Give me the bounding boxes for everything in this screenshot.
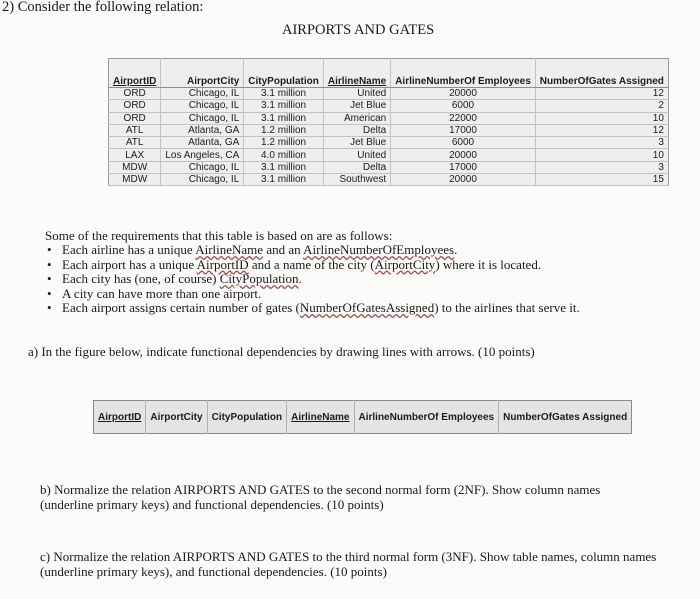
bullet-text: . (298, 271, 302, 287)
fd-col-airline-employees: AirlineNumberOf Employees (354, 401, 499, 434)
table-cell: 3.1 million (244, 161, 324, 173)
table-row (109, 161, 669, 173)
bullet-text: Each airport assigns certain number of gates ( (62, 300, 300, 316)
bullet-text: A city can have more than one airport. (62, 285, 262, 301)
bullet-term: AirportID (196, 256, 249, 272)
table-cell: MDW (109, 174, 161, 186)
col-header-airlinename: AirlineName (323, 59, 390, 88)
fd-col-airlinename: AirlineName (287, 401, 354, 434)
table-cell: 12 (535, 88, 668, 100)
table-cell: Jet Blue (323, 137, 390, 149)
requirements-intro: Some of the requirements that this table is based on are as follows: (45, 228, 393, 243)
fd-col-citypopulation: CityPopulation (207, 401, 287, 434)
part-c-prompt: c) Normalize the relation AIRPORTS AND GATES to the third normal form (3NF). Show table names, column names (underline primary keys), and functional dependencies. (10 points) (40, 549, 657, 579)
bullet-term: AirportCity (374, 256, 436, 272)
table-cell: United (323, 149, 390, 161)
col-header-citypopulation: CityPopulation (244, 59, 324, 88)
bullet-term: CityPopulation (219, 271, 299, 287)
table-cell: Delta (323, 161, 390, 173)
table-cell: 3 (535, 137, 668, 149)
table-cell: United (323, 88, 390, 100)
table-cell: Chicago, IL (161, 100, 244, 112)
table-cell: LAX (109, 149, 161, 161)
bullet-text: . (454, 242, 458, 257)
list-item (44, 301, 684, 316)
table-cell: 12 (535, 124, 668, 136)
table-cell: ORD (109, 112, 161, 124)
table-cell: 3.1 million (244, 174, 324, 186)
col-header-airportcity: AirportCity (161, 59, 244, 88)
col-header-airline-employees: AirlineNumberOf Employees (391, 59, 536, 88)
table-cell: 3.1 million (244, 88, 324, 100)
table-cell: ATL (109, 124, 161, 136)
table-cell: 6000 (391, 137, 536, 149)
bullet-text: and an (263, 242, 304, 257)
table-cell: Chicago, IL (161, 161, 244, 173)
bullet-text: Each airport has a unique (62, 256, 197, 272)
bullet-text: Each airline has a unique (62, 242, 196, 257)
part-b-prompt: b) Normalize the relation AIRPORTS AND GATES to the second normal form (2NF). Show column names (underline primary keys) and functional dependencies. (10 points) (40, 482, 601, 512)
table-cell: 17000 (391, 161, 536, 173)
table-cell: 22000 (391, 112, 536, 124)
fd-col-gates-assigned: NumberOfGates Assigned (499, 401, 632, 434)
bullet-text: Each city has (one, of course) (62, 271, 220, 287)
table-cell: 2 (535, 100, 668, 112)
table-cell: 4.0 million (244, 149, 324, 161)
list-item (44, 243, 684, 258)
table-cell: 15 (535, 174, 668, 186)
list-item (44, 272, 684, 287)
question-heading: 2) Consider the following relation: (2, 0, 204, 15)
table-header-row (109, 59, 669, 88)
airports-gates-table (108, 58, 669, 186)
table-cell: 1.2 million (244, 137, 324, 149)
table-cell: Atlanta, GA (161, 124, 244, 136)
table-cell: Jet Blue (323, 100, 390, 112)
table-cell: Chicago, IL (161, 112, 244, 124)
fd-header-row (94, 401, 632, 434)
table-cell: 3.1 million (244, 112, 324, 124)
table-cell: Chicago, IL (161, 174, 244, 186)
bullet-term: NumberOfGatesAssigned (299, 300, 435, 316)
bullet-term: AirlineName (195, 242, 264, 257)
fd-col-airportid: AirportID (98, 411, 142, 423)
table-cell: 3.1 million (244, 100, 324, 112)
table-cell: 1.2 million (244, 124, 324, 136)
table-cell: Delta (323, 124, 390, 136)
table-cell: 20000 (391, 174, 536, 186)
table-cell: ORD (109, 88, 161, 100)
table-cell: Atlanta, GA (161, 137, 244, 149)
table-cell: 3 (535, 161, 668, 173)
list-item (44, 258, 684, 273)
table-row (109, 137, 669, 149)
table-cell: 17000 (391, 124, 536, 136)
table-cell: Chicago, IL (161, 88, 244, 100)
requirements-list (44, 243, 684, 316)
table-cell: 20000 (391, 88, 536, 100)
list-item (44, 287, 684, 302)
table-row (109, 124, 669, 136)
table-row (109, 112, 669, 124)
table-row (109, 88, 669, 100)
table-cell: American (323, 112, 390, 124)
bullet-text: ) to the airlines that serve it. (434, 300, 580, 316)
table-cell: Los Angeles, CA (161, 149, 244, 161)
table-row (109, 174, 669, 186)
part-a-prompt: a) In the figure below, indicate functional dependencies by drawing lines with arrows. (10 points) (28, 344, 535, 359)
table-cell: Southwest (323, 174, 390, 186)
relation-title: AIRPORTS AND GATES (282, 22, 435, 38)
bullet-text: and a name of the city ( (248, 256, 375, 272)
table-cell: 6000 (391, 100, 536, 112)
table-row (109, 100, 669, 112)
table-cell: ATL (109, 137, 161, 149)
table-cell: 10 (535, 149, 668, 161)
fd-diagram-header (93, 400, 632, 434)
fd-col-airportcity: AirportCity (146, 401, 207, 434)
table-cell: ORD (109, 100, 161, 112)
bullet-text: ) where it is located. (435, 256, 542, 272)
table-cell: MDW (109, 161, 161, 173)
col-header-gates-assigned: NumberOfGates Assigned (535, 59, 668, 88)
table-cell: 20000 (391, 149, 536, 161)
table-row (109, 149, 669, 161)
col-header-airportid: AirportID (109, 59, 161, 88)
table-cell: 10 (535, 112, 668, 124)
bullet-term: AirlineNumberOfEmployees (303, 242, 455, 257)
